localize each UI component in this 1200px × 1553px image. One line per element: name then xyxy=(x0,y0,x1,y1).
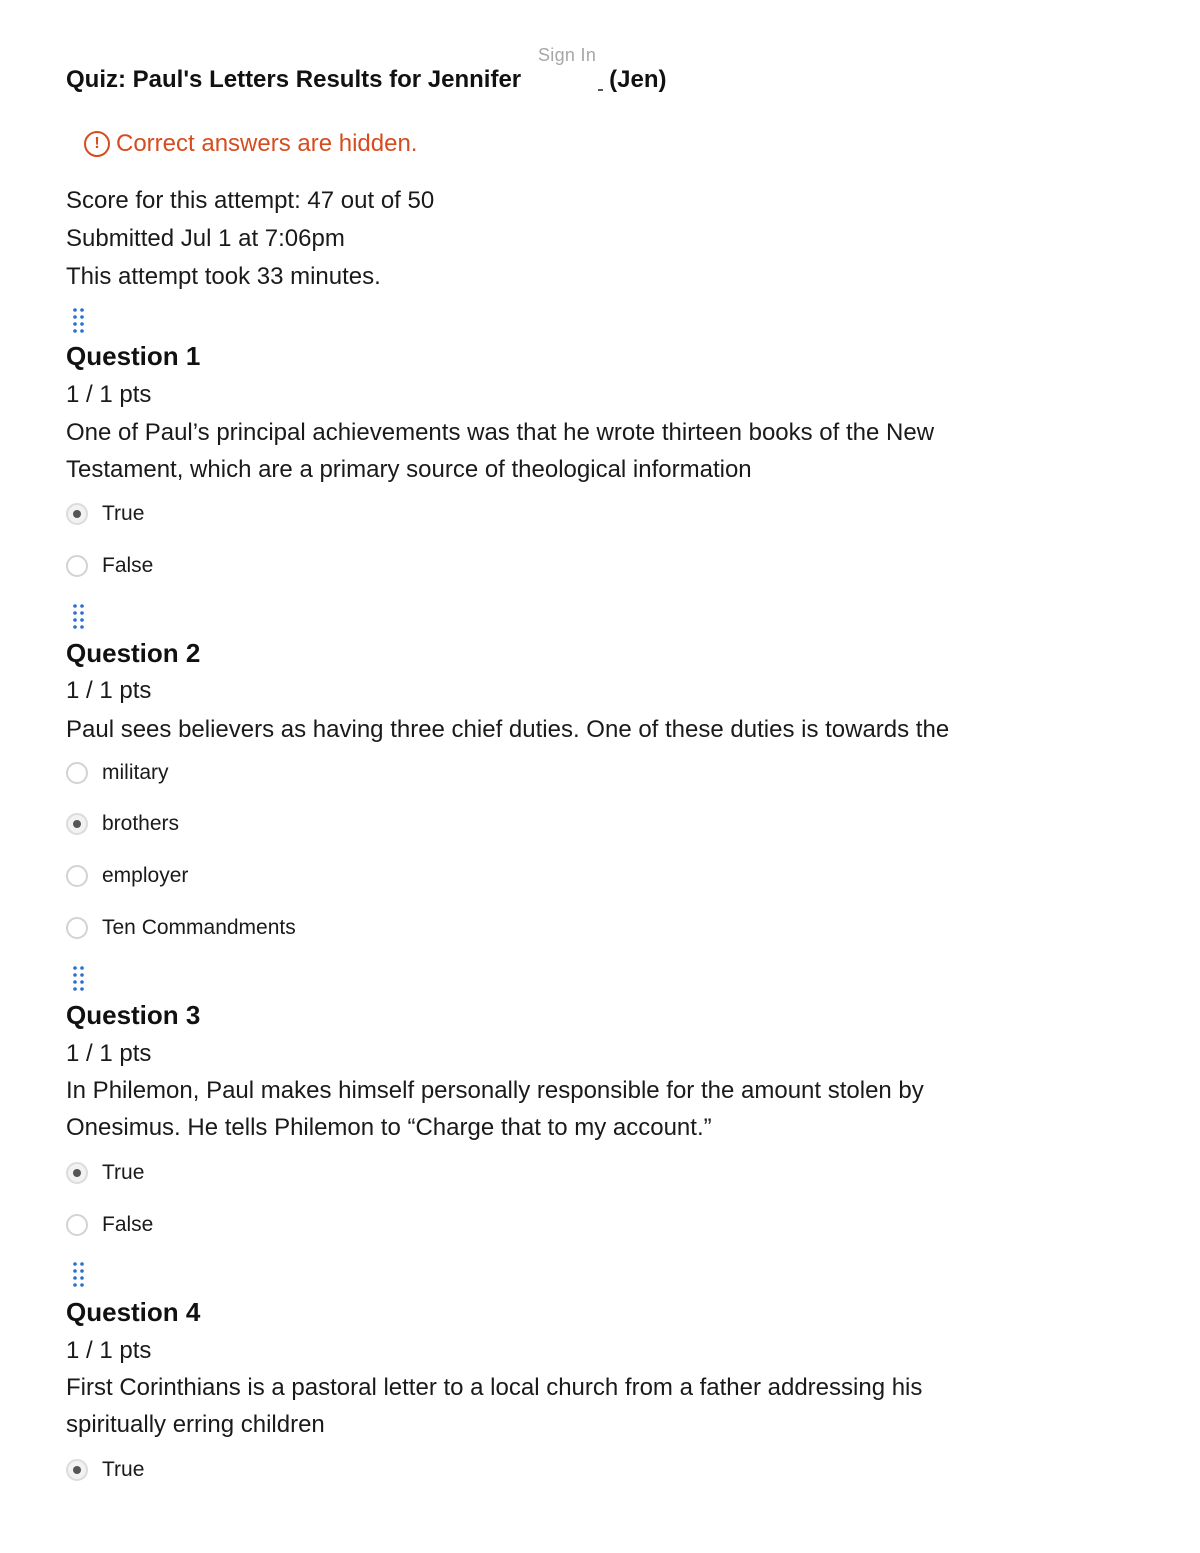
answer-option[interactable] xyxy=(66,553,153,579)
answer-label: True xyxy=(102,1161,145,1184)
radio-selected[interactable] xyxy=(66,503,88,525)
radio-selected[interactable] xyxy=(66,1459,88,1481)
question-text: Paul sees believers as having three chief duties. One of these duties is towards the xyxy=(66,716,950,743)
drag-handle-icon[interactable] xyxy=(71,964,87,992)
answer-label: employer xyxy=(102,864,189,887)
title-prefix: Quiz: Paul's Letters Results for Jennifer xyxy=(66,66,522,93)
answer-option[interactable] xyxy=(66,811,179,837)
answer-option[interactable] xyxy=(66,1457,144,1483)
title-suffix: (Jen) xyxy=(609,66,667,93)
page-title xyxy=(66,66,667,94)
answer-option[interactable] xyxy=(66,1160,144,1186)
radio-selected[interactable] xyxy=(66,813,88,835)
answers-hidden-notice xyxy=(84,130,417,158)
answer-option[interactable] xyxy=(66,863,188,889)
drag-handle-icon[interactable] xyxy=(71,306,87,334)
radio-unselected[interactable] xyxy=(66,865,88,887)
question-text: First Corinthians is a pastoral letter to a local church from a father addressing his spiritually erring children xyxy=(66,1374,923,1438)
answer-option[interactable] xyxy=(66,915,296,941)
drag-handle-icon[interactable] xyxy=(71,1260,87,1288)
answer-label: Ten Commandments xyxy=(102,916,296,939)
answer-label: military xyxy=(102,761,169,784)
question-text: One of Paul’s principal achievements was that he wrote thirteen books of the New Testament, which are a primary source of theological information xyxy=(66,419,935,483)
answer-label: True xyxy=(102,502,145,525)
question-points: 1 / 1 pts xyxy=(66,1337,152,1364)
radio-unselected[interactable] xyxy=(66,1214,88,1236)
attempt-duration: This attempt took 33 minutes. xyxy=(66,263,381,290)
radio-unselected[interactable] xyxy=(66,762,88,784)
redacted-name xyxy=(521,86,609,87)
answer-label: False xyxy=(102,554,154,577)
answer-option[interactable] xyxy=(66,1212,153,1238)
question-points: 1 / 1 pts xyxy=(66,1040,152,1067)
attempt-score: Score for this attempt: 47 out of 50 xyxy=(66,187,435,214)
answer-label: False xyxy=(102,1213,154,1236)
notice-text: Correct answers are hidden. xyxy=(116,130,418,157)
answer-option[interactable] xyxy=(66,760,169,786)
question-text: In Philemon, Paul makes himself personally responsible for the amount stolen by Onesimus. He tells Philemon to “Charge that to my account.” xyxy=(66,1077,924,1141)
answer-option[interactable] xyxy=(66,501,144,527)
radio-selected[interactable] xyxy=(66,1162,88,1184)
answer-label: brothers xyxy=(102,812,180,835)
radio-unselected[interactable] xyxy=(66,555,88,577)
drag-handle-icon[interactable] xyxy=(71,602,87,630)
question-points: 1 / 1 pts xyxy=(66,381,152,408)
attempt-submitted: Submitted Jul 1 at 7:06pm xyxy=(66,225,345,252)
warning-circle-icon: ! xyxy=(84,131,110,157)
sign-in-link[interactable]: Sign In xyxy=(538,45,597,65)
question-title: Question 1 xyxy=(66,341,201,371)
question-title: Question 4 xyxy=(66,1297,201,1327)
question-points: 1 / 1 pts xyxy=(66,677,152,704)
question-title: Question 2 xyxy=(66,638,201,668)
radio-unselected[interactable] xyxy=(66,917,88,939)
answer-label: True xyxy=(102,1458,145,1481)
question-title: Question 3 xyxy=(66,1000,201,1030)
